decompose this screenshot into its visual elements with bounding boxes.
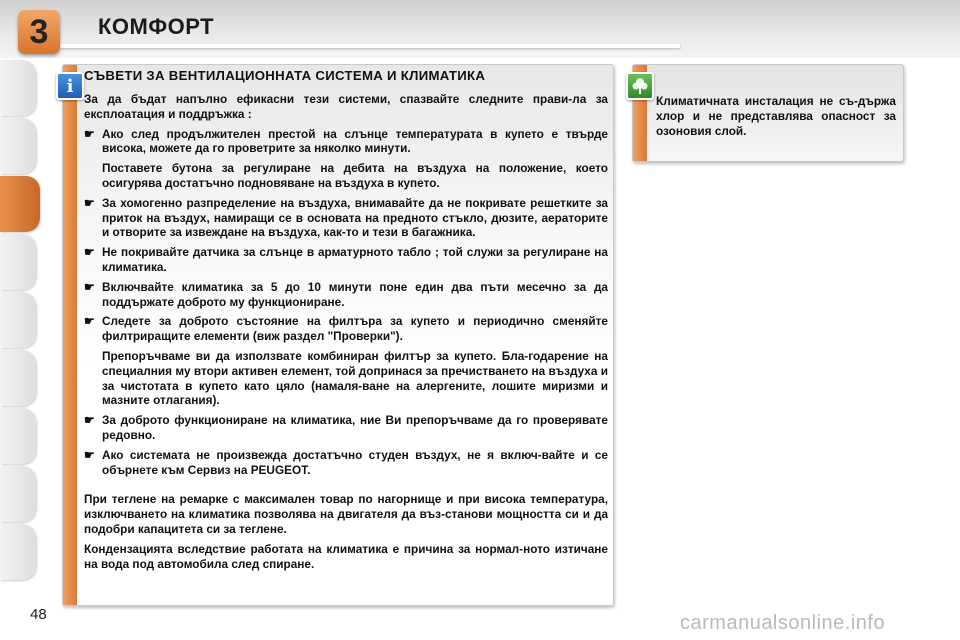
advice-box-title: СЪВЕТИ ЗА ВЕНТИЛАЦИОННАТА СИСТЕМА И КЛИМАТИКА bbox=[84, 68, 486, 83]
page-number: 48 bbox=[30, 606, 47, 623]
section-tab-3-active[interactable] bbox=[0, 176, 40, 232]
section-tab-7[interactable] bbox=[0, 408, 36, 464]
watermark: carmanualsonline.info bbox=[680, 612, 886, 634]
pointing-hand-icon: ☛ bbox=[84, 314, 95, 329]
section-tab-4[interactable] bbox=[0, 234, 36, 290]
pointing-hand-icon: ☛ bbox=[84, 195, 95, 210]
chapter-title: КОМФОРТ bbox=[98, 14, 215, 39]
pointing-hand-icon: ☛ bbox=[84, 413, 95, 428]
list-item bbox=[84, 245, 608, 275]
pointing-hand-icon: ☛ bbox=[84, 245, 95, 260]
header-divider bbox=[60, 44, 680, 48]
list-item-text: Ако системата не произвежда достатъчно студен въздух, не я включ-вайте и се обърнете към Сервиз на PEUGEOT. bbox=[102, 447, 608, 477]
section-tab-5[interactable] bbox=[0, 292, 36, 348]
pointing-hand-icon: ☛ bbox=[84, 447, 95, 462]
list-item bbox=[84, 314, 608, 344]
list-item bbox=[84, 413, 608, 443]
pointing-hand-icon: ☛ bbox=[84, 126, 95, 141]
condensation-paragraph: Кондензацията вследствие работата на климатика е причина за нормал-ното изтичане на вода под автомобила след спиране. bbox=[84, 541, 608, 571]
list-item-text: Ако след продължителен престой на слънце температурата в купето е твърде висока, можете да го проветрите за няколко минути. bbox=[102, 126, 608, 156]
list-item-text: За доброто функциониране на климатика, ние Ви препоръчваме да го проверявате редовно. bbox=[102, 413, 608, 442]
advice-box-stripe bbox=[63, 65, 77, 605]
section-tab-2[interactable] bbox=[0, 118, 36, 174]
list-item-note: Поставете бутона за регулиране на дебита на въздуха на положение, което осигурява достатъчно подновяване на въздуха в купето. bbox=[102, 161, 608, 190]
list-item-text: Не покривайте датчика за слънце в арматурното табло ; той служи за регулиране на климатика. bbox=[102, 245, 608, 274]
list-item bbox=[84, 127, 608, 157]
section-tab-6[interactable] bbox=[0, 350, 36, 406]
towing-paragraph: При теглене на ремарке с максимален товар по нагорнище и при висока температура, изключването на климатика позволява на двигателя да въз-станови мощността си и да подобри капацитета си за теглене. bbox=[84, 492, 608, 536]
list-item bbox=[84, 280, 608, 310]
list-item-text: За хомогенно разпределение на въздуха, внимавайте да не покривате решетките за приток на въздух, намиращи се в основата на предното стъкло, дюзите, аераторите и отворите за извеждане на въздуха, как-то и тези в багажника. bbox=[102, 195, 608, 240]
pointing-hand-icon: ☛ bbox=[84, 279, 95, 294]
eco-note-text: Климатичната инсталация не съ-държа хлор и не представлява опасност за озоновия слой. bbox=[656, 94, 896, 138]
intro-paragraph: За да бъдат напълно ефикасни тези системи, спазвайте следните прави-ла за експлоатация и поддръжка : bbox=[84, 92, 608, 121]
chapter-number: 3 bbox=[29, 12, 49, 51]
section-tab-8[interactable] bbox=[0, 466, 36, 522]
leaf-icon bbox=[628, 74, 652, 98]
spacer bbox=[84, 482, 608, 492]
info-icon bbox=[56, 72, 84, 100]
list-item bbox=[84, 448, 608, 478]
eco-leaf-icon bbox=[626, 72, 654, 100]
list-item-text: Включвайте климатика за 5 до 10 минути поне един два пъти месечно за да поддържате доброто му функциониране. bbox=[102, 279, 608, 309]
advice-content bbox=[84, 92, 608, 576]
chapter-badge bbox=[18, 10, 60, 54]
list-item-text: Следете за доброто състояние на филтъра за купето и периодично сменяйте филтриращите елементи (виж раздел "Проверки"). bbox=[102, 314, 608, 344]
list-item-note: Препоръчваме ви да използвате комбиниран филтър за купето. Бла-годарение на специалния му втори активен елемент, той допринася за пречистването на въздуха и за чистотата в купето като цяло (намаля-ване на алергените, лошите миризми и мазните отлагания). bbox=[102, 348, 608, 408]
info-icon-letter: i bbox=[66, 75, 74, 97]
section-tab-strip bbox=[0, 60, 44, 590]
section-tab-1[interactable] bbox=[0, 60, 36, 116]
section-tab-9[interactable] bbox=[0, 524, 36, 580]
list-item bbox=[84, 196, 608, 240]
